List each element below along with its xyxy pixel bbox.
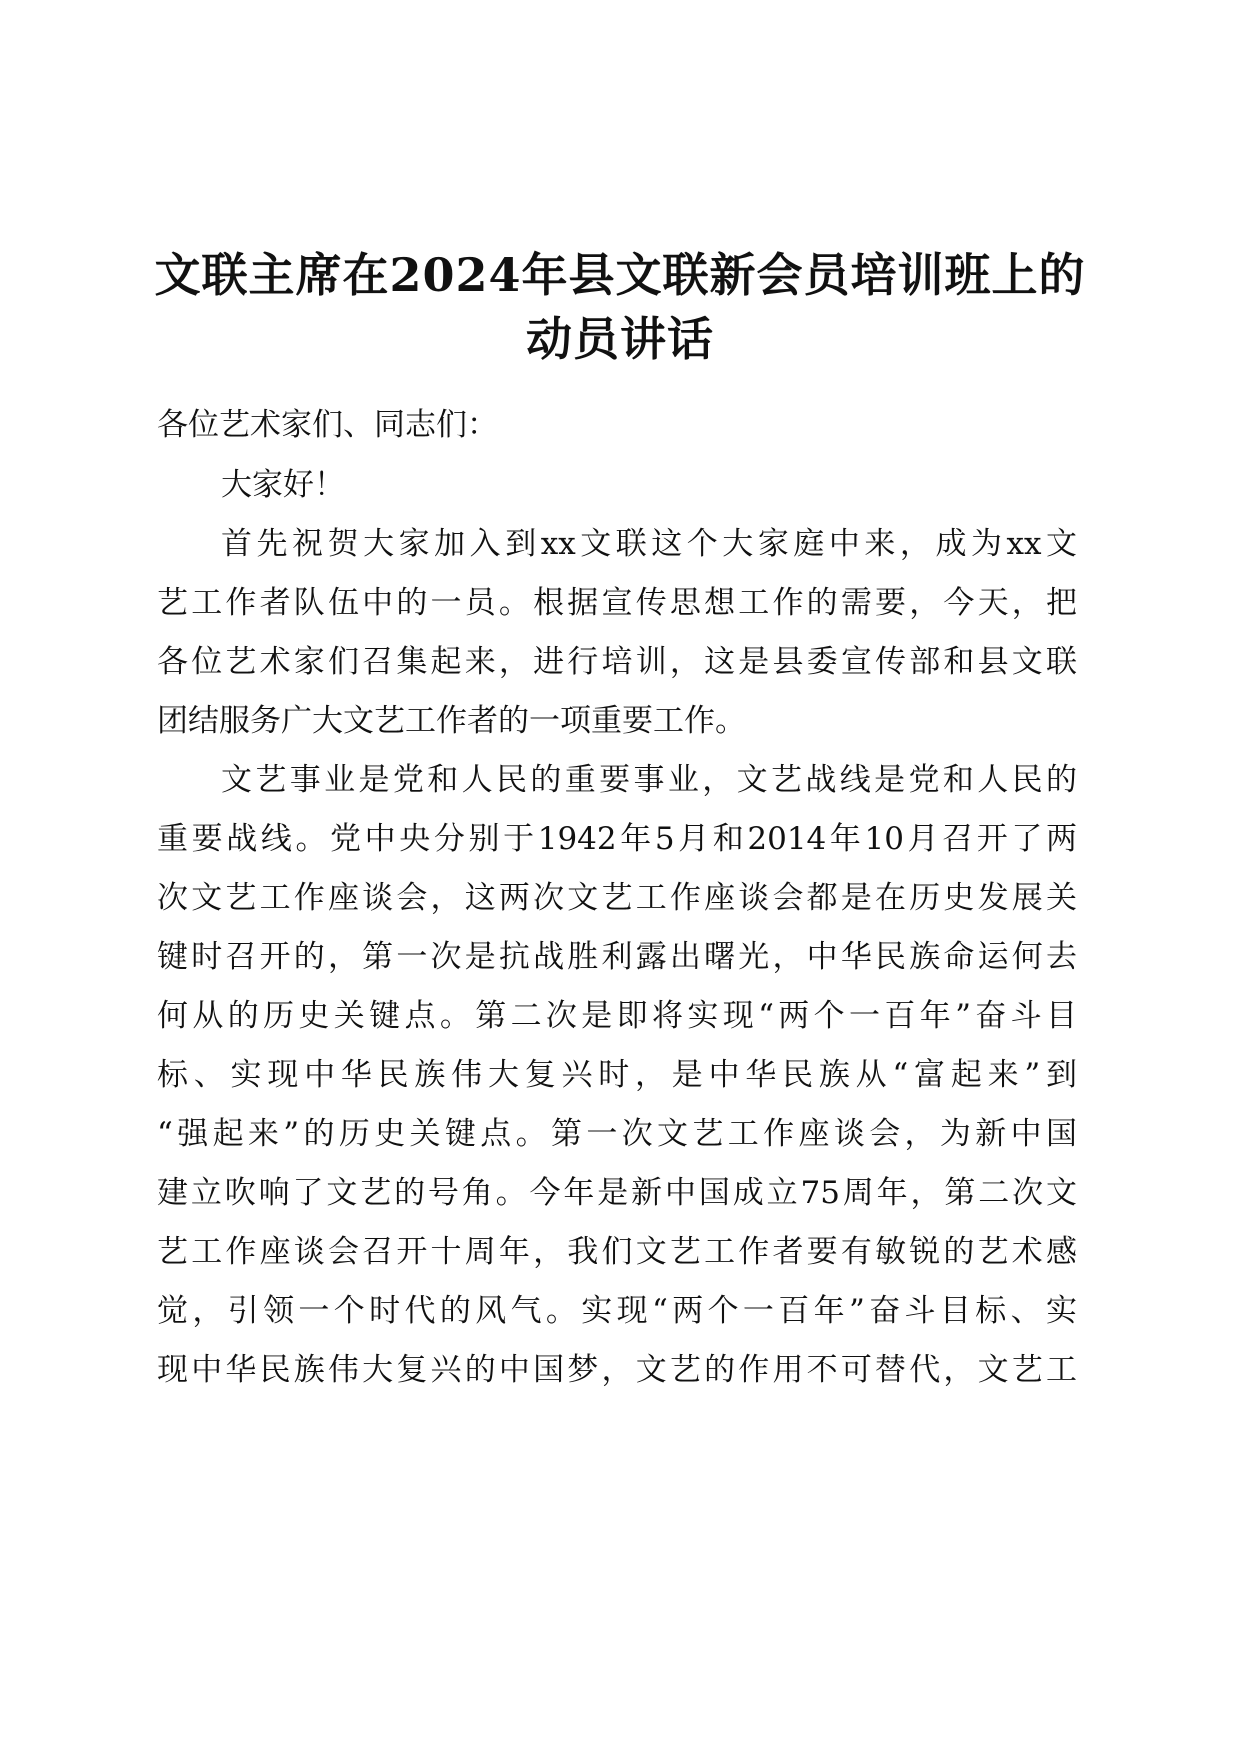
paragraph-2-line-8: 建立吹响了文艺的号角。今年是新中国成立75周年，第二次文 (157, 1175, 1077, 1211)
paragraph-2-line-9: 艺工作座谈会召开十周年，我们文艺工作者要有敏锐的艺术感 (157, 1234, 1077, 1270)
greeting: 大家好！ (221, 467, 345, 503)
title-line-1: 文联主席在2024年县文联新会员培训班上的 (154, 248, 1086, 302)
document-title (150, 243, 1090, 371)
paragraph-2-line-3: 次文艺工作座谈会，这两次文艺工作座谈会都是在历史发展关 (157, 880, 1077, 916)
paragraph-1-line-2: 艺工作者队伍中的一员。根据宣传思想工作的需要，今天，把 (157, 585, 1077, 621)
paragraph-1-line-1: 首先祝贺大家加入到xx文联这个大家庭中来，成为xx文 (221, 526, 1077, 562)
paragraph-2-line-6: 标、实现中华民族伟大复兴时，是中华民族从“富起来”到 (157, 1057, 1077, 1093)
paragraph-1-line-3: 各位艺术家们召集起来，进行培训，这是县委宣传部和县文联 (157, 644, 1077, 680)
salutation: 各位艺术家们、同志们： (157, 407, 498, 443)
paragraph-2-line-5: 何从的历史关键点。第二次是即将实现“两个一百年”奋斗目 (157, 998, 1077, 1034)
paragraph-2-line-7: “强起来”的历史关键点。第一次文艺工作座谈会，为新中国 (157, 1116, 1077, 1152)
paragraph-2-line-10: 觉，引领一个时代的风气。实现“两个一百年”奋斗目标、实 (157, 1293, 1077, 1329)
paragraph-2-line-1: 文艺事业是党和人民的重要事业，文艺战线是党和人民的 (221, 762, 1077, 798)
paragraph-2-line-4: 键时召开的，第一次是抗战胜利露出曙光，中华民族命运何去 (157, 939, 1077, 975)
paragraph-2-line-2: 重要战线。党中央分别于1942年5月和2014年10月召开了两 (157, 821, 1077, 857)
paragraph-1-line-4: 团结服务广大文艺工作者的一项重要工作。 (157, 703, 746, 739)
title-line-2: 动员讲话 (526, 312, 714, 366)
paragraph-2-line-11: 现中华民族伟大复兴的中国梦，文艺的作用不可替代，文艺工 (157, 1352, 1077, 1388)
